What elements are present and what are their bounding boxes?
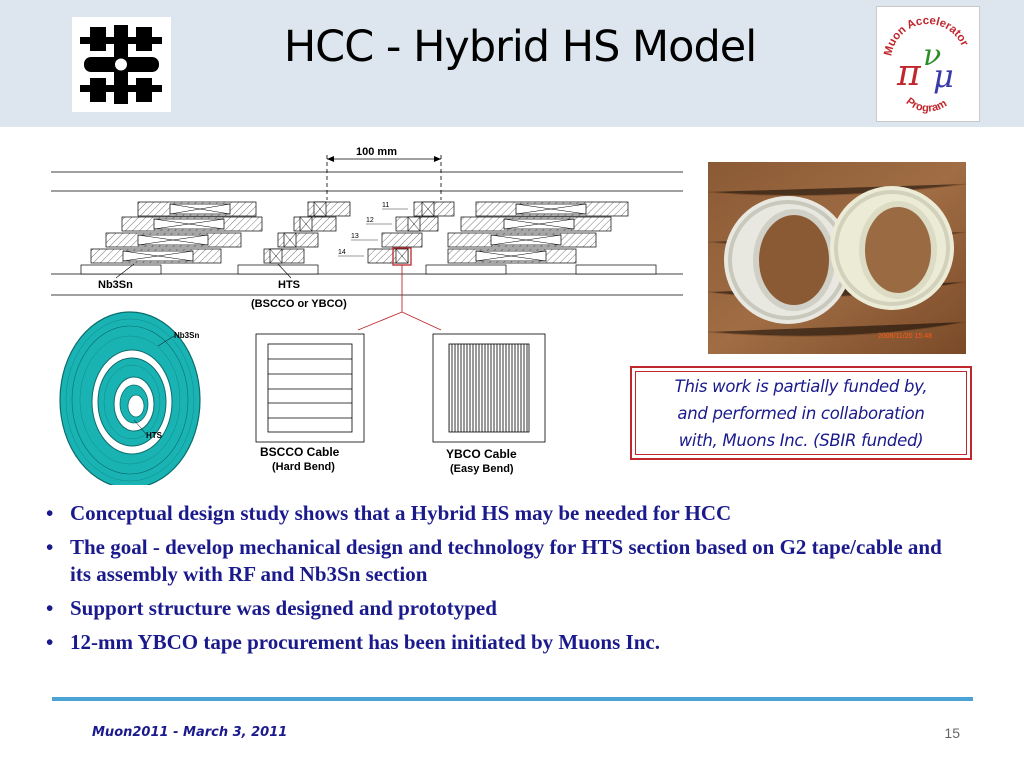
funding-note-box xyxy=(630,366,972,460)
photo-timestamp: 2008/11/20 15:48 xyxy=(878,333,932,340)
layer-label-13: 13 xyxy=(351,233,359,240)
svg-text:μ: μ xyxy=(933,57,954,95)
fermilab-logo xyxy=(72,17,171,112)
funding-note-line-2: and performed in collaboration xyxy=(677,403,925,423)
bscco-cable-sub: (Hard Bend) xyxy=(272,461,335,473)
bullet-item xyxy=(46,534,966,588)
muon-accelerator-program-logo xyxy=(876,6,980,122)
layer-label-14: 14 xyxy=(338,249,346,256)
svg-text:Muon Accelerator: Muon Accelerator xyxy=(882,14,971,58)
ybco-cable-sub: (Easy Bend) xyxy=(450,463,514,475)
footer-divider xyxy=(52,697,973,701)
bullet-item xyxy=(46,500,966,527)
bullet-dot: • xyxy=(46,535,54,559)
funding-note-line-1: This work is partially funded by, xyxy=(674,376,928,396)
prototype-photo xyxy=(708,162,966,354)
bullet-text: The goal - develop mechanical design and technology for HTS section based on G2 tape/cable and its assembly with RF and Nb3Sn section xyxy=(70,535,942,586)
svg-text:ν: ν xyxy=(923,38,942,73)
coil-nb3sn-label: Nb3Sn xyxy=(174,331,200,340)
svg-text:Program: Program xyxy=(903,95,949,115)
hybrid-hs-cross-section-diagram xyxy=(46,140,696,485)
footer-text: Muon2011 - March 3, 2011 xyxy=(92,725,288,740)
coil-hts-label: HTS xyxy=(146,431,162,440)
bullet-item xyxy=(46,629,966,656)
svg-text:π: π xyxy=(897,53,921,94)
bullet-dot: • xyxy=(46,501,54,525)
bullet-text: Support structure was designed and prototyped xyxy=(70,596,497,620)
bullet-dot: • xyxy=(46,596,54,620)
dimension-label: 100 mm xyxy=(356,146,397,158)
layer-label-11: 11 xyxy=(382,202,390,209)
bullet-list xyxy=(46,500,966,663)
bullet-item xyxy=(46,595,966,622)
hts-sub-label: (BSCCO or YBCO) xyxy=(251,298,347,310)
hts-label: HTS xyxy=(278,279,300,291)
bscco-cable-title: BSCCO Cable xyxy=(260,445,340,459)
slide-title: HCC - Hybrid HS Model xyxy=(283,22,757,72)
ybco-cable-title: YBCO Cable xyxy=(446,447,517,461)
bullet-dot: • xyxy=(46,630,54,654)
layer-label-12: 12 xyxy=(366,217,374,224)
funding-note-inner xyxy=(635,371,967,455)
funding-note-text xyxy=(675,373,928,454)
page-number: 15 xyxy=(944,725,960,741)
bullet-text: 12-mm YBCO tape procurement has been initiated by Muons Inc. xyxy=(70,630,660,654)
bullet-text: Conceptual design study shows that a Hybrid HS may be needed for HCC xyxy=(70,501,732,525)
funding-note-line-3: with, Muons Inc. (SBIR funded) xyxy=(678,430,924,450)
nb3sn-label: Nb3Sn xyxy=(98,279,133,291)
